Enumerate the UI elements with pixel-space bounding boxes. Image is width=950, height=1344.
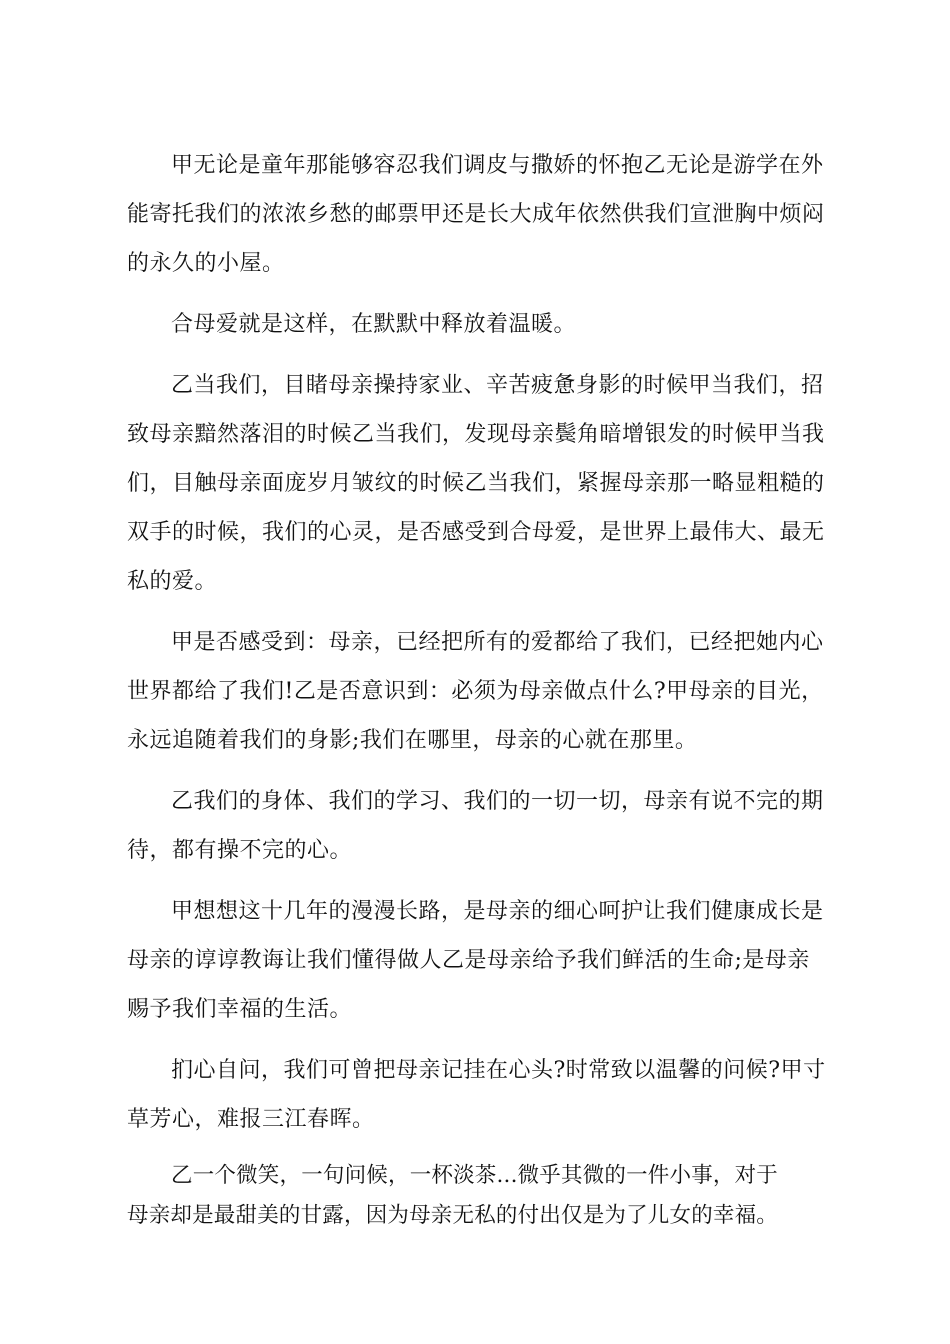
text-line: 赐予我们幸福的生活。 — [127, 997, 353, 1022]
text-line: 双手的时候，我们的心灵，是否感受到合母爱，是世界上最伟大、最无 — [127, 520, 825, 545]
text-line: 私的爱。 — [127, 569, 218, 594]
text-line: 甲想想这十几年的漫漫长路，是母亲的细心呵护让我们健康成长是 — [171, 899, 824, 924]
text-line: 母亲却是最甜美的甘露，因为母亲无私的付出仅是为了儿女的幸福。 — [127, 1203, 779, 1228]
text-line: 乙当我们，目睹母亲操持家业、辛苦疲惫身影的时候甲当我们，招 — [171, 373, 824, 398]
paragraph — [127, 141, 827, 288]
text-line: 乙一个微笑，一句问候，一杯淡茶...微乎其微的一件小事，对于 — [171, 1163, 779, 1188]
text-line: 致母亲黯然落泪的时候乙当我们，发现母亲鬓角暗增银发的时候甲当我 — [127, 422, 825, 447]
paragraph — [127, 777, 827, 875]
paragraph — [127, 887, 827, 1034]
document-body — [127, 141, 827, 1248]
text-line: 待，都有操不完的心。 — [127, 838, 353, 863]
text-line: 母亲的谆谆教诲让我们懂得做人乙是母亲给予我们鲜活的生命;是母亲 — [127, 948, 810, 973]
text-line: 合母爱就是这样，在默默中释放着温暖。 — [171, 312, 577, 337]
text-line: 的永久的小屋。 — [127, 251, 285, 276]
text-line: 草芳心，难报三江春晖。 — [127, 1107, 375, 1132]
text-line: 扪心自问，我们可曾把母亲记挂在心头?时常致以温馨的问候?甲寸 — [171, 1058, 826, 1083]
paragraph — [127, 618, 827, 765]
paragraph — [127, 300, 827, 349]
text-line: 能寄托我们的浓浓乡愁的邮票甲还是长大成年依然供我们宣泄胸中烦闷 — [127, 202, 825, 227]
text-line: 甲是否感受到：母亲，已经把所有的爱都给了我们，已经把她内心 — [171, 630, 824, 655]
text-line: 世界都给了我们!乙是否意识到：必须为母亲做点什么?甲母亲的目光， — [127, 679, 824, 704]
text-line: 乙我们的身体、我们的学习、我们的一切一切，母亲有说不完的期 — [171, 789, 824, 814]
text-line: 们，目触母亲面庞岁月皱纹的时候乙当我们，紧握母亲那一略显粗糙的 — [127, 471, 825, 496]
text-line: 甲无论是童年那能够容忍我们调皮与撒娇的怀抱乙无论是游学在外 — [171, 153, 824, 178]
paragraph — [127, 1046, 827, 1144]
text-line: 永远追随着我们的身影;我们在哪里，母亲的心就在那里。 — [127, 728, 698, 753]
paragraph — [127, 361, 827, 606]
paragraph — [127, 1156, 827, 1236]
